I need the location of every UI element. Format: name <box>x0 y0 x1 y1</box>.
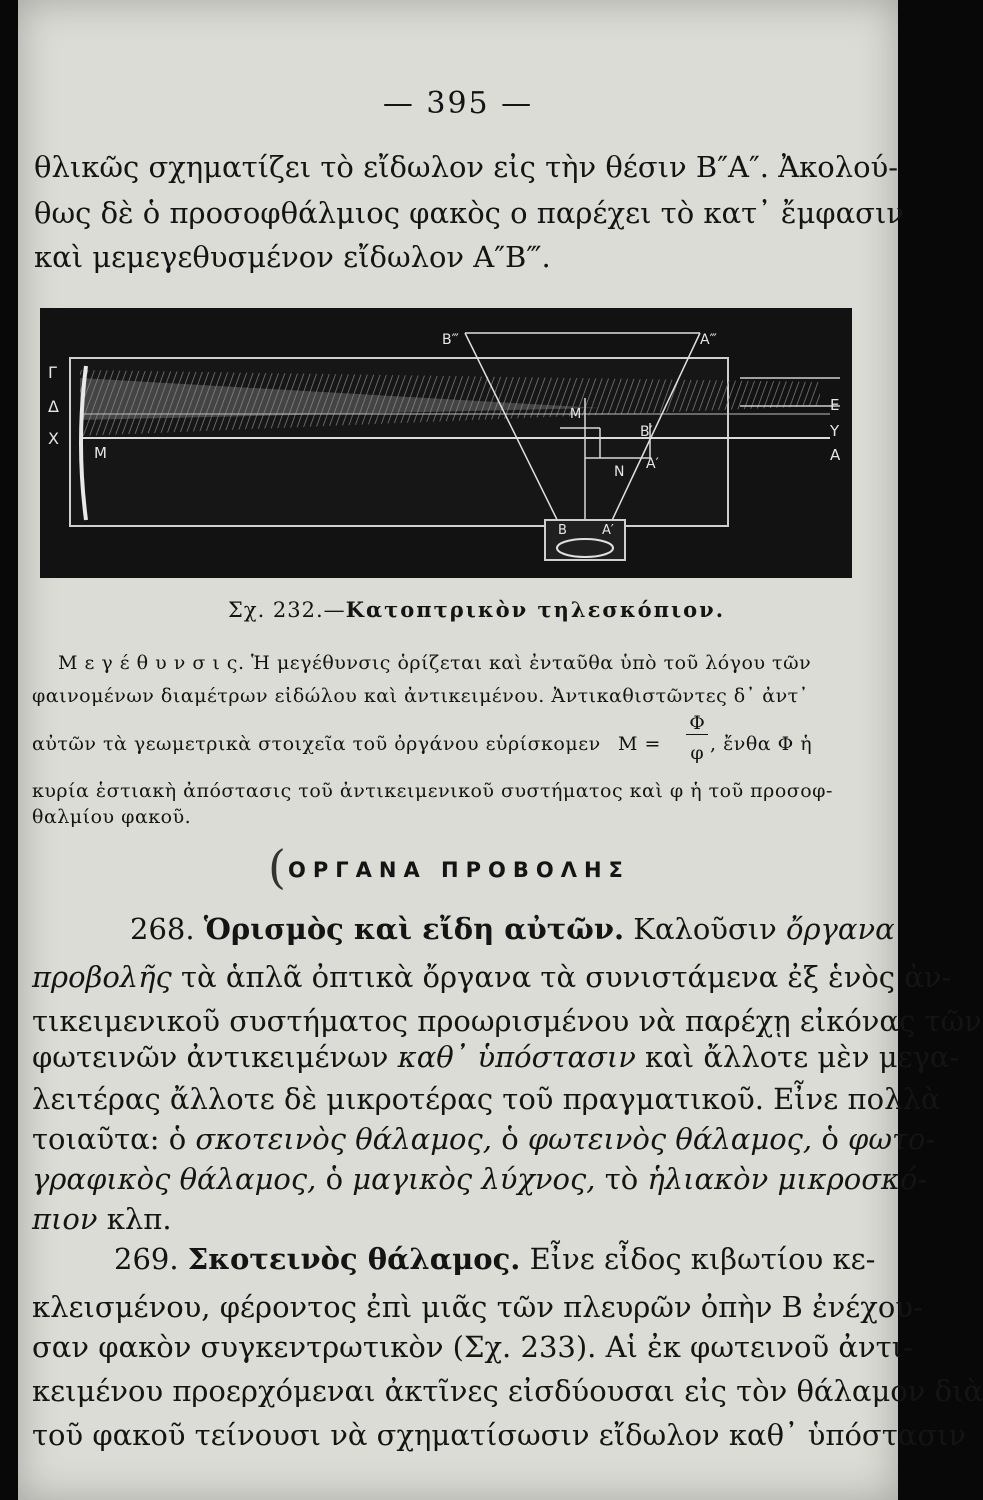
size-line-3-end: , ἔνθα Φ ἡ <box>710 733 813 755</box>
figure-caption <box>228 597 725 622</box>
par268-line-1 <box>130 912 895 946</box>
label-m-mid: M <box>570 407 582 422</box>
par268-l6-c: ὁ <box>501 1122 519 1156</box>
label-gamma: Γ <box>48 363 57 382</box>
intro-line-3: καὶ μεμεγεθυσμένον εἴδωλον Α″Β‴. <box>34 240 551 274</box>
caption-title: Κατοπτρικὸν τηλεσκόπιον. <box>345 597 726 622</box>
par268-line-6 <box>32 1122 935 1156</box>
par268-l6-ital3: φωτο- <box>848 1122 936 1156</box>
par268-line-7 <box>32 1162 927 1196</box>
label-b-low: B <box>558 523 567 538</box>
par268-number: 268. <box>130 912 195 946</box>
par268-l4-a: φωτεινῶν ἀντικειμένων <box>32 1040 389 1074</box>
par268-line-3: τικειμενικοῦ συστήματος προωρισμένου νὰ παρέχῃ εἰκόνας τῶν <box>32 1004 982 1038</box>
label-e-right: E <box>830 396 840 414</box>
size-line-3-start: αὐτῶν τὰ γεωμετρικὰ στοιχεῖα τοῦ ὀργάνου εὑρίσκομεν <box>32 733 601 755</box>
par268-l8-ital: πιον <box>32 1202 98 1236</box>
telescope-figure <box>40 308 852 578</box>
par268-line-2 <box>32 960 951 994</box>
label-m-left: M <box>94 444 107 462</box>
par268-l7-b: τὸ <box>604 1162 639 1196</box>
par268-l2-ital: προβολῆς <box>32 960 172 994</box>
label-a3: A‴ <box>700 332 717 348</box>
book-page <box>18 0 983 1500</box>
par268-line-5: λειτέρας ἄλλοτε δὲ μικροτέρας τοῦ πραγματικοῦ. Εἶνε πολλὰ <box>32 1082 941 1116</box>
par268-line-4 <box>32 1040 959 1074</box>
pencil-bracket: ( <box>268 840 286 894</box>
par269-line-2: κλεισμένου, φέροντος ἐπὶ μιᾶς τῶν πλευρῶν ὀπὴν Β ἐνέχου- <box>32 1290 923 1324</box>
size-line-2: φαινομένων διαμέτρων εἰδώλου καὶ ἀντικειμένου. Ἀντικαθιστῶντες δ᾽ ἀντ᾽ <box>32 685 809 707</box>
par268-heading: Ὁρισμὸς καὶ εἴδη αὐτῶν. <box>203 912 625 946</box>
label-chi: Χ <box>48 429 59 448</box>
par269-number: 269. <box>114 1242 179 1276</box>
par269-line-1 <box>114 1242 875 1276</box>
par268-l6-ital1: σκοτεινὸς θάλαμος, <box>195 1122 492 1156</box>
par269-line-3: σαν φακὸν συγκεντρωτικὸν (Σχ. 233). Αἱ ἐκ φωτεινοῦ ἀντι- <box>32 1330 913 1364</box>
par269-heading: Σκοτεινὸς θάλαμος. <box>187 1242 521 1276</box>
par269-line-5: τοῦ φακοῦ τείνουσι νὰ σχηματίσωσιν εἴδωλον καθ᾽ ὑπόστασιν <box>32 1418 967 1452</box>
par268-l6-a: τοιαῦτα: <box>32 1122 160 1156</box>
label-delta: Δ <box>48 397 59 416</box>
label-a-right: A <box>830 446 841 464</box>
formula-denominator: φ <box>690 742 704 764</box>
size-line-5: θαλμίου φακοῦ. <box>32 806 192 828</box>
par268-l4-b: καὶ ἄλλοτε μὲν μεγα- <box>645 1040 960 1074</box>
par268-l1-rest: Καλοῦσιν <box>633 912 777 946</box>
formula-lhs: Μ = <box>618 733 661 755</box>
section-title: ΟΡΓΑΝΑ ΠΡΟΒΟΛΗΣ <box>288 858 630 882</box>
label-a1: A′ <box>646 456 659 472</box>
par268-l7-ital3: ἡλιακὸν μικροσκό- <box>647 1162 928 1196</box>
size-line-1 <box>58 652 811 674</box>
caption-prefix: Σχ. 232.— <box>228 598 346 622</box>
size-line-1-rest: Ἡ μεγέθυνσις ὁρίζεται καὶ ἐνταῦθα ὑπὸ τοῦ λόγου τῶν <box>251 652 812 674</box>
label-y-right: Y <box>830 422 840 440</box>
label-n: N <box>614 464 625 480</box>
par268-l2-rest: τὰ ἁπλᾶ ὀπτικὰ ὄργανα τὰ συνιστάμενα ἐξ ἑνὸς ἀν- <box>181 960 952 994</box>
formula-numerator: Φ <box>686 712 708 735</box>
par268-l6-ital2: φωτεινὸς θάλαμος, <box>527 1122 813 1156</box>
intro-line-2: θως δὲ ὁ προσοφθάλμιος φακὸς ο παρέχει τὸ κατ᾽ ἔμφασιν <box>34 196 904 230</box>
par269-l1-rest: Εἶνε εἶδος κιβωτίου κε- <box>529 1242 876 1276</box>
par268-l4-ital: καθ᾽ ὑπόστασιν <box>397 1040 636 1074</box>
label-b1: B′ <box>640 424 653 440</box>
size-label: Μ ε γ έ θ υ ν σ ι ς. <box>58 652 245 674</box>
par268-l6-b: ὁ <box>168 1122 187 1156</box>
par268-line-8 <box>32 1202 172 1236</box>
par268-l8-rest: κλπ. <box>106 1202 172 1236</box>
par268-l7-ital1: γραφικὸς θάλαμος, <box>32 1162 317 1196</box>
label-a-low: A′ <box>602 523 614 538</box>
size-line-4: κυρία ἑστιακὴ ἀπόστασις τοῦ ἀντικειμενικοῦ συστήματος καὶ φ ἡ τοῦ προσοφ- <box>32 780 833 802</box>
par268-l1-ital: ὄργανα <box>786 912 895 946</box>
intro-line-1: θλικῶς σχηματίζει τὸ εἴδωλον εἰς τὴν θέσιν Β″Α″. Ἀκολού- <box>34 150 899 184</box>
label-b3: B‴ <box>442 332 459 348</box>
par268-l7-a: ὁ <box>325 1162 344 1196</box>
par268-l6-d: ὁ <box>821 1122 839 1156</box>
page-number: — 395 — <box>382 86 534 121</box>
telescope-diagram <box>40 308 852 578</box>
par269-line-4: κειμένου προερχόμεναι ἀκτῖνες εἰσδύουσαι εἰς τὸν θάλαμον διὰ <box>32 1374 983 1408</box>
par268-l7-ital2: μαγικὸς λύχνος, <box>352 1162 596 1196</box>
